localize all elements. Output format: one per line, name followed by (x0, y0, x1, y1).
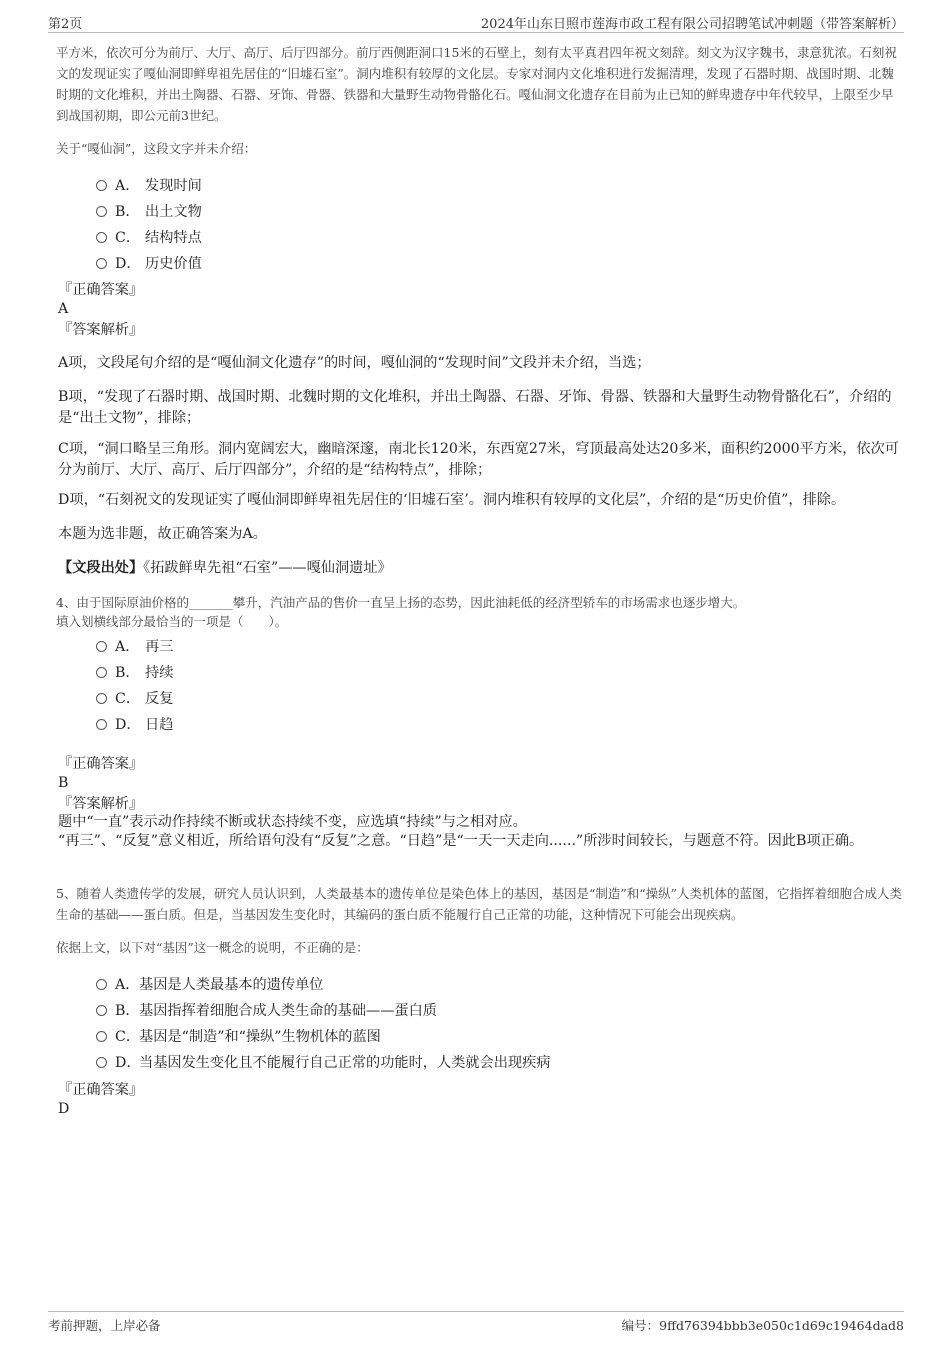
radio-icon[interactable] (96, 1005, 107, 1016)
q4-answer: B (58, 775, 69, 791)
option-text: 结构特点 (145, 230, 202, 246)
q5-option-a[interactable] (96, 974, 323, 994)
option-letter: D． (115, 256, 141, 272)
radio-icon[interactable] (96, 667, 107, 678)
q5-answer: D (58, 1101, 70, 1117)
option-text: 出土文物 (145, 204, 202, 220)
q3-analysis-c: C项，“洞口略呈三角形。洞内宽阔宏大，幽暗深邃，南北长120米，东西宽27米，穹顶最高处达20多米，面积约2000平方米，依次可分为前厅、大厅、高厅、后厅四部分”，介绍的是“结构特点”，排除； (58, 441, 899, 478)
page-number: 第2页 (48, 17, 83, 32)
option-letter: D． (115, 1055, 141, 1071)
q5-question: 依据上文，以下对“基因”这一概念的说明，不正确的是： (56, 940, 369, 955)
q3-analysis-conclusion: 本题为选非题，故正确答案为A。 (58, 526, 267, 542)
q4-option-b[interactable] (96, 662, 173, 682)
page-footer (48, 1311, 904, 1333)
radio-icon[interactable] (96, 641, 107, 652)
q3-analysis-d: D项，“石刻祝文的发现证实了嘎仙洞即鲜卑祖先居住的‘旧墟石室’。洞内堆积有较厚的文化层”，介绍的是“历史价值”，排除。 (58, 492, 846, 508)
q3-analysis-label: 『答案解析』 (58, 322, 144, 338)
source-label: 【文段出处】 (58, 560, 144, 576)
option-text: 日趋 (145, 717, 174, 733)
document-title: 2024年山东日照市莲海市政工程有限公司招聘笔试冲刺题（带答案解析） (480, 17, 904, 32)
q3-question: 关于“嘎仙洞”，这段文字并未介绍： (56, 141, 257, 156)
q4-analysis-label: 『答案解析』 (58, 796, 144, 812)
q4-stem: 4、由于国际原油价格的_______攀升，汽油产品的售价一直呈上扬的态势，因此油耗低的经济型轿车的市场需求也逐步增大。 (56, 595, 746, 610)
option-text: 历史价值 (145, 256, 202, 272)
option-text: 基因是“制造”和“操纵”生物机体的蓝图 (139, 1029, 381, 1045)
q3-option-b[interactable] (96, 201, 202, 221)
q4-analysis-2: “再三”、“反复”意义相近，所给语句没有“反复”之意。“日趋”是“一天一天走向......”所涉时间较长，与题意不符。因此B项正确。 (58, 833, 864, 849)
q4-option-d[interactable] (96, 714, 173, 734)
footer-slogan: 考前押题，上岸必备 (48, 1318, 161, 1333)
option-letter: D． (115, 717, 141, 733)
q3-option-c[interactable] (96, 227, 202, 247)
q4-analysis-1: 题中“一直”表示动作持续不断或状态持续不变，应选填“持续”与之相对应。 (58, 814, 527, 830)
option-text: 持续 (145, 665, 174, 681)
option-text: 当基因发生变化且不能履行自己正常的功能时，人类就会出现疾病 (139, 1055, 551, 1071)
q3-analysis-a: A项，文段尾句介绍的是“嘎仙洞文化遗存”的时间，嘎仙洞的“发现时间”文段并未介绍，当选； (58, 355, 651, 371)
radio-icon[interactable] (96, 258, 107, 269)
document-id: 编号：9ffd76394bbb3e050c1d69c19464dad8 (621, 1318, 904, 1333)
q3-answer-label: 『正确答案』 (58, 282, 144, 298)
option-text: 发现时间 (145, 178, 202, 194)
q4-answer-label: 『正确答案』 (58, 756, 144, 772)
radio-icon[interactable] (96, 180, 107, 191)
q3-option-d[interactable] (96, 253, 202, 273)
q5-answer-label: 『正确答案』 (58, 1082, 144, 1098)
q4-option-a[interactable] (96, 636, 173, 656)
option-letter: A． (115, 639, 140, 655)
radio-icon[interactable] (96, 719, 107, 730)
option-letter: C． (115, 691, 141, 707)
q3-answer: A (58, 301, 69, 317)
q3-analysis-b: B项，“发现了石器时期、战国时期、北魏时期的文化堆积，并出土陶器、石器、牙饰、骨器、铁器和大量野生动物骨骼化石”，介绍的是“出土文物”，排除； (58, 389, 892, 426)
option-letter: B． (115, 204, 140, 220)
option-letter: A． (115, 977, 140, 993)
radio-icon[interactable] (96, 1031, 107, 1042)
option-letter: C． (115, 1029, 141, 1045)
q4-option-c[interactable] (96, 688, 173, 708)
option-text: 基因是人类最基本的遗传单位 (139, 977, 324, 993)
q4-prompt: 填入划横线部分最恰当的一项是（ ）。 (56, 614, 288, 629)
q3-option-a[interactable] (96, 175, 202, 195)
q5-option-b[interactable] (96, 1000, 437, 1020)
radio-icon[interactable] (96, 206, 107, 217)
radio-icon[interactable] (96, 979, 107, 990)
page-header (48, 10, 904, 33)
radio-icon[interactable] (96, 232, 107, 243)
q5-option-d[interactable] (96, 1052, 550, 1072)
q5-passage: 5、随着人类遗传学的发展，研究人员认识到，人类最基本的遗传单位是染色体上的基因，基因是“制造”和“操纵”人类机体的蓝图，它指挥着细胞合成人类生命的基础——蛋白质。但是，当基因发生变化时，其编码的蛋白质不能履行自己正常的功能，这种情况下可能会出现疾病。 (56, 886, 903, 922)
radio-icon[interactable] (96, 1057, 107, 1068)
option-letter: C． (115, 230, 141, 246)
option-text: 再三 (145, 639, 174, 655)
radio-icon[interactable] (96, 693, 107, 704)
option-letter: A． (115, 178, 140, 194)
option-text: 反复 (145, 691, 174, 707)
q5-option-c[interactable] (96, 1026, 381, 1046)
source-text: 《拓跋鲜卑先祖“石室”——嘎仙洞遗址》 (143, 560, 392, 576)
option-letter: B． (115, 1003, 140, 1019)
q3-passage: 平方米，依次可分为前厅、大厅、高厅、后厅四部分。前厅西侧距洞口15米的石壁上，刻有太平真君四年祝文刻辞。刻文为汉字魏书，隶意犹浓。石刻祝文的发现证实了嘎仙洞即鲜卑祖先居住的“旧墟石室”。洞内堆积有较厚的文化层。专家对洞内文化堆积进行发掘清理，发现了石器时期、战国时期、北魏时期的文化堆积，并出土陶器、石器、牙饰、骨器、铁器和大量野生动物骨骼化石。嘎仙洞文化遗存在目前为止已知的鲜卑遗存中年代较早，上限至少早到战国初期，即公元前3世纪。 (56, 45, 897, 123)
q3-source (58, 558, 904, 579)
option-text: 基因指挥着细胞合成人类生命的基础——蛋白质 (139, 1003, 437, 1019)
option-letter: B． (115, 665, 140, 681)
